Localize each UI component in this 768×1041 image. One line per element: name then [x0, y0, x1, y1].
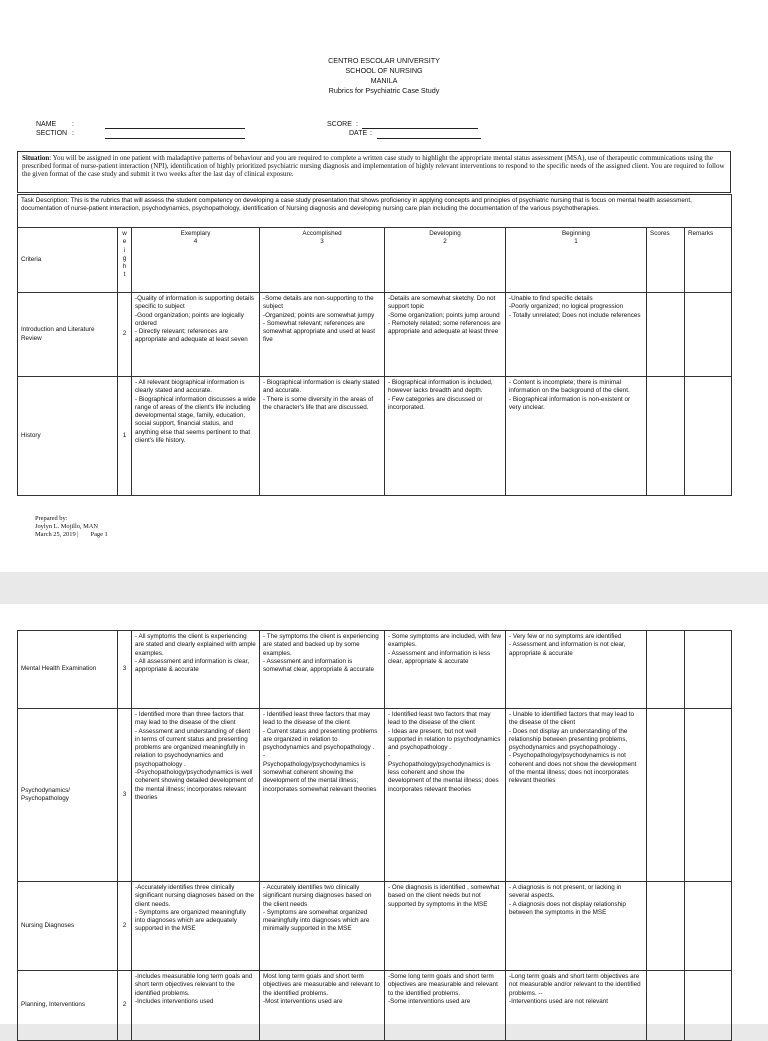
accomplished-cell: [260, 709, 385, 882]
developing-cell: [385, 631, 506, 709]
remarks-input-cell[interactable]: [685, 631, 732, 709]
remarks-header: Remarks: [685, 228, 732, 293]
developing-descriptor: - Assessment and information is less clear, appropriate & accurate: [388, 649, 491, 665]
footer-date: March 25, 2019 |: [35, 531, 79, 538]
exemplary-descriptor: - Biographical information discusses a wide range of areas of the client's life including developmental stage, family, education, social support, financial status, and anything else that seems pertinent to that client's life history.: [135, 395, 256, 445]
exemplary-descriptor: -Accurately identifies three clinically significant nursing diagnoses based on the client needs.: [135, 884, 255, 908]
accomplished-descriptor: - Biographical information is clearly stated and accurate.: [263, 379, 380, 395]
criteria-cell: History: [18, 377, 118, 496]
criteria-cell: Introduction and Literature Review: [18, 293, 118, 377]
accomplished-descriptor: -Organized; points are somewhat jumpy: [263, 311, 375, 319]
prepared-by-footer: [35, 515, 108, 539]
date-field[interactable]: [377, 138, 481, 139]
rubric-table-page-2: [17, 630, 732, 1041]
developing-descriptor: - Some symptoms are included, with few examples.: [388, 633, 502, 649]
score-field[interactable]: [362, 128, 478, 129]
exemplary-cell: [132, 631, 260, 709]
accomplished-descriptor: - Assessment and information is somewhat clear, appropriate & accurate: [263, 657, 374, 674]
accomplished-descriptor: -: [263, 752, 266, 760]
section-field[interactable]: [105, 138, 245, 139]
score-input-cell[interactable]: [647, 882, 685, 971]
page-gap: [0, 572, 768, 604]
exemplary-cell: [132, 882, 260, 971]
name-field[interactable]: [105, 128, 245, 129]
score-input-cell[interactable]: [647, 631, 685, 709]
weight-cell: 2: [118, 293, 132, 377]
beginning-descriptor: - Content is incomplete; there is minimal information on the background of the client.: [509, 379, 630, 395]
situation-text: : You will be assigned in one patient with maladaptive patterns of behaviour and you are required to complete a written case study to highlight the appropriate mental status assessment (MSA), use of therapeutic communications using the prescribed format of nurse-patient interaction (NPI), identification of highly prioritized psychiatric nursing diagnosis and implementation of highly relevant interventions to respond to the specific needs of the assigned client. You are required to follow the given format of the case study and submit it two weeks after the last day of clinical exposure.: [22, 154, 725, 179]
exemplary-descriptor: - All assessment and information is clear, appropriate & accurate: [135, 657, 250, 674]
rubric-table-page-1: [17, 194, 732, 496]
beginning-header: Beginning 1: [506, 228, 647, 293]
name-colon: :: [72, 121, 74, 128]
remarks-input-cell[interactable]: [685, 293, 732, 377]
weight-cell: 2: [118, 882, 132, 971]
exemplary-cell: [132, 293, 260, 377]
developing-descriptor: - Biographical information is included, however lacks breadth and depth.: [388, 379, 493, 395]
exemplary-descriptor: -Psychopathology/psychodynamics is well coherent showing detailed development of the mental illness; incorporates relevant theories: [135, 769, 253, 801]
exemplary-cell: [132, 377, 260, 496]
accomplished-descriptor: - Identified least three factors that may lead to the disease of the client: [263, 711, 371, 727]
developing-descriptor: - One diagnosis is identified , somewhat based on the client needs but not supported by symptoms in the MSE: [388, 884, 500, 908]
beginning-descriptor: -Long term goals and short term objectives are not measurable and/or relevant to the identified problems. --: [509, 973, 641, 997]
criteria-cell: Psychodynamics/ Psychopathology: [18, 709, 118, 882]
accomplished-descriptor: -Most interventions used are: [263, 997, 343, 1005]
remarks-input-cell[interactable]: [685, 882, 732, 971]
rubric-row-introduction-and-literature-review: [18, 293, 732, 377]
developing-descriptor: -: [388, 752, 391, 760]
remarks-input-cell[interactable]: [685, 709, 732, 882]
school-name: SCHOOL OF NURSING: [345, 66, 423, 75]
date-label: DATE: [349, 130, 368, 137]
developing-descriptor: -Some long term goals and short term objectives are measurable and relevant to the identified problems.: [388, 973, 498, 997]
beginning-descriptor: -Interventions used are not relevant: [509, 997, 609, 1005]
accomplished-cell: [260, 631, 385, 709]
accomplished-cell: [260, 293, 385, 377]
accomplished-descriptor: - The symptoms the client is experiencing are stated and backed up by some examples.: [263, 633, 379, 657]
beginning-descriptor: - Psychopathology/psychodynamics is not coherent and does not show the development of the mental illness; does not incorporates relevant theories: [509, 752, 637, 785]
table-header-row: [18, 228, 732, 293]
exemplary-descriptor: -Good organization; points are logically ordered: [135, 311, 244, 327]
developing-descriptor: - Remotely related; some references are appropriate and adequate at least three: [388, 319, 501, 336]
page-number: Page 1: [90, 531, 108, 538]
score-input-cell[interactable]: [647, 971, 685, 1041]
developing-cell: [385, 882, 506, 971]
exemplary-descriptor: -Includes interventions used: [135, 997, 214, 1005]
score-input-cell[interactable]: [647, 377, 685, 496]
beginning-descriptor: -Unable to find specific details: [509, 295, 593, 302]
weight-header: w e i g h t: [118, 228, 132, 293]
situation-label: Situation: [22, 154, 50, 162]
rubric-row-mental-health-examination: [18, 631, 732, 709]
author-name: Joylyn L. Mojillo, MAN: [35, 523, 99, 530]
developing-cell: [385, 971, 506, 1041]
document-header: [0, 56, 768, 96]
criteria-cell: Nursing Diagnoses: [18, 882, 118, 971]
developing-cell: [385, 709, 506, 882]
beginning-descriptor: - Assessment and information is not clear, appropriate & accurate: [509, 641, 626, 657]
accomplished-descriptor: - Accurately identifies two clinically significant nursing diagnoses based on the client needs: [263, 884, 372, 908]
beginning-cell: [506, 377, 647, 496]
city-name: MANILA: [370, 76, 398, 85]
score-label: SCORE: [327, 121, 352, 128]
developing-descriptor: -Details are somewhat sketchy. Do not support topic: [388, 295, 496, 311]
developing-descriptor: - Ideas are present, but not well supported in relation to psychodynamics and psychopathology .: [388, 727, 501, 752]
beginning-cell: [506, 293, 647, 377]
date-colon: :: [370, 130, 372, 137]
exemplary-header: Exemplary 4: [132, 228, 260, 293]
beginning-descriptor: - A diagnosis is not present, or lacking in several aspects.: [509, 884, 622, 900]
weight-cell: 3: [118, 709, 132, 882]
situation-box: [17, 151, 731, 193]
beginning-descriptor: - Biographical information is non-existent or very unclear.: [509, 395, 631, 411]
accomplished-header: Accomplished 3: [260, 228, 385, 293]
criteria-cell: Mental Health Examination: [18, 631, 118, 709]
rubric-row-history: [18, 377, 732, 496]
accomplished-cell: [260, 971, 385, 1041]
criteria-header: Criteria: [18, 228, 118, 293]
accomplished-cell: [260, 377, 385, 496]
accomplished-descriptor: Most long term goals and short term objectives are measurable and relevant to the identified problems.: [263, 973, 380, 997]
developing-descriptor: -Some organization; points jump around: [388, 311, 500, 319]
criteria-cell: Planning, Interventions: [18, 971, 118, 1041]
accomplished-descriptor: Psychopathology/psychodynamics is somewhat coherent showing the development of the mental illness; incorporates somewhat relevant theories: [263, 760, 377, 793]
accomplished-descriptor: - Current status and presenting problems are organized in relation to psychodynamics and psychopathology .: [263, 727, 378, 752]
rubric-row-psychodynamics-psychopathology: [18, 709, 732, 882]
score-colon: :: [356, 121, 358, 128]
beginning-descriptor: - Unable to identified factors that may lead to the disease of the client: [509, 711, 634, 727]
beginning-cell: [506, 882, 647, 971]
exemplary-cell: [132, 971, 260, 1041]
accomplished-cell: [260, 882, 385, 971]
developing-cell: [385, 377, 506, 496]
exemplary-cell: [132, 709, 260, 882]
beginning-descriptor: - A diagnosis does not display relationship between the symptoms in the MSE: [509, 900, 626, 916]
score-input-cell[interactable]: [647, 709, 685, 882]
beginning-descriptor: - Totally unrelated; Does not include references: [509, 311, 641, 319]
developing-descriptor: Psychopathology/psychodynamics is less coherent and show the development of the mental illness; does incorporates relevant theories: [388, 760, 499, 793]
accomplished-descriptor: - Symptoms are somewhat organized meaningfully into diagnoses which are minimally supported in the MSE: [263, 908, 370, 933]
developing-descriptor: -Some interventions used are: [388, 997, 471, 1005]
task-description: Task Description: This is the rubrics that will assess the student competency on developing a case study presentation that shows proficiency in applying concepts and principles of psychiatric nursing that is focus on mental health assessment, documentation of nurse-patient interaction, psychodynamics, psychopathology, identification of Nursing diagnosis and developing nursing care plan including the documentation of the various psychotherapies.: [18, 195, 732, 228]
accomplished-descriptor: - There is some diversity in the areas of the character's life that are discussed.: [263, 395, 374, 411]
beginning-descriptor: - Does not display an understanding of the relationship between presenting problems, psychodynamics and psychopathology .: [509, 727, 628, 752]
accomplished-descriptor: -Some details are non-supporting to the subject: [263, 295, 374, 311]
weight-cell: 3: [118, 631, 132, 709]
exemplary-descriptor: - Assessment and understanding of client in terms of current status and presenting problems are organized meaningfully in relation to psychodynamics and psychopathology .: [135, 727, 251, 768]
beginning-descriptor: -Poorly organized; no logical progression: [509, 303, 624, 311]
exemplary-descriptor: - Identified more than three factors that may lead to the disease of the client: [135, 711, 244, 727]
beginning-cell: [506, 709, 647, 882]
section-colon: :: [72, 130, 74, 137]
name-label: NAME: [36, 121, 57, 128]
scores-header: Scores: [647, 228, 685, 293]
accomplished-descriptor: - Somewhat relevant; references are somewhat appropriate and used at least five: [263, 319, 376, 344]
remarks-input-cell[interactable]: [685, 971, 732, 1041]
developing-descriptor: - Identified least two factors that may lead to the disease of the client: [388, 711, 491, 727]
exemplary-descriptor: -Quality of information is supporting details specific to subject: [135, 295, 254, 311]
exemplary-descriptor: - Directly relevant; references are appropriate and adequate at least seven: [135, 328, 248, 344]
score-input-cell[interactable]: [647, 293, 685, 377]
beginning-cell: [506, 631, 647, 709]
university-name: CENTRO ESCOLAR UNIVERSITY: [328, 56, 440, 65]
beginning-cell: [506, 971, 647, 1041]
section-label: SECTION: [36, 130, 68, 137]
rubric-row-planning-interventions: [18, 971, 732, 1041]
beginning-descriptor: - Very few or no symptoms are identified: [509, 633, 622, 640]
weight-cell: 1: [118, 377, 132, 496]
exemplary-descriptor: - All symptoms the client is experiencing are stated and clearly explained with ample examples.: [135, 633, 256, 657]
prepared-by-label: Prepared by:: [35, 515, 68, 522]
weight-cell: 2: [118, 971, 132, 1041]
exemplary-descriptor: - Symptoms are organized meaningfully into diagnoses which are adequately supported in the MSE: [135, 908, 246, 933]
document-title: Rubrics for Psychiatric Case Study: [328, 86, 440, 95]
developing-header: Developing 2: [385, 228, 506, 293]
rubric-row-nursing-diagnoses: [18, 882, 732, 971]
remarks-input-cell[interactable]: [685, 377, 732, 496]
developing-descriptor: - Few categories are discussed or incorporated.: [388, 395, 483, 411]
exemplary-descriptor: - All relevant biographical information is clearly stated and accurate.: [135, 379, 245, 395]
exemplary-descriptor: -Includes measurable long term goals and short term objectives relevant to the identified problems.: [135, 973, 253, 997]
developing-cell: [385, 293, 506, 377]
